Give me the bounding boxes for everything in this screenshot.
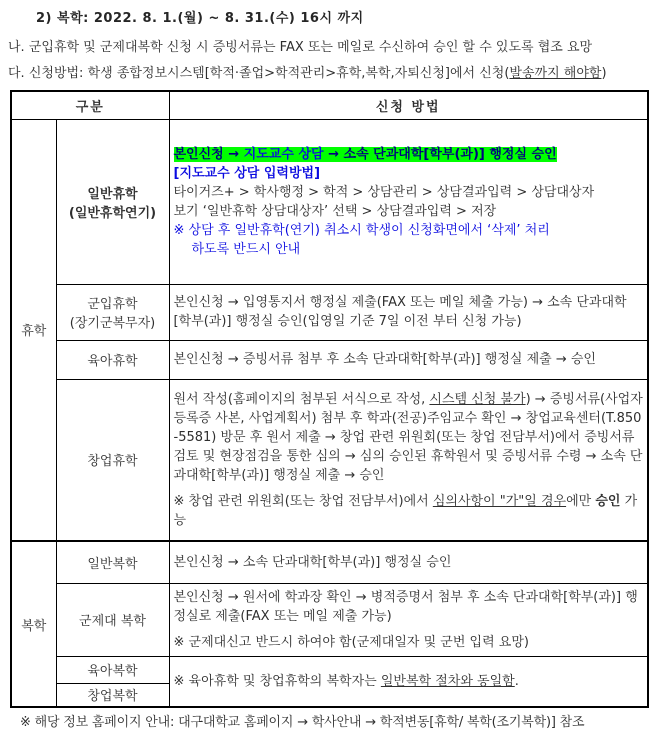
note-fax-mail: 나. 군입휴학 및 군제대복학 신청 시 증빙서류는 FAX 또는 메일로 수신하여 승인 할 수 있도록 협조 요망 <box>8 40 593 55</box>
method-childcare-leave: 본인신청 → 증빙서류 첨부 후 소속 단과대학[학부(과)] 행정실 제출 → 승인 <box>169 340 648 379</box>
label-startup-return: 창업복학 <box>56 683 169 707</box>
shared-return-seg1: ※ 육아휴학 및 창업휴학의 복학자는 <box>173 673 381 689</box>
application-method-table <box>10 90 649 708</box>
note-apply-method-text: 다. 신청방법: 학생 종합정보시스템[학적·졸업>학적관리>휴학,복학,자퇴신청]에서 신청( <box>8 66 510 81</box>
startup-p1-no-system: 시스템 신청 불가 <box>429 391 526 407</box>
general-leave-flow-highlighted <box>174 145 644 164</box>
startup-p2-seg3: 에만 <box>566 493 596 509</box>
header-cell-category: 구분 <box>11 91 169 119</box>
label-general-leave <box>56 119 169 284</box>
startup-leave-note <box>174 492 644 530</box>
cancel-note-line1: ※ 상담 후 일반휴학(연기) 취소시 학생이 신청화면에서 ‘삭제’ 처리 <box>173 222 550 238</box>
startup-p1-seg3: ) → 증빙서류(사업자등록증 사본, 사업계획서) 첨부 후 학과(전공)주임교수 확인 → 창업교육센터(T.850-5581) 방문 후 원서 제출 → 창업 관련 위원회(또는 창업 전담부서)에서 증빙서류 검토 및 현장점검을 통한 심의 → 심의 승인된 휴학원서 및 증빙서류 수령 → 소속 단과대학[학부(과)] 행정실 제출 → 승인 <box>173 391 643 483</box>
counsel-steps-line1: 타이거즈+ > 학사행정 > 학적 > 상담관리 > 상담결과입력 > 상담대상자 <box>173 184 595 200</box>
return-schedule-heading: 2) 복학: 2022. 8. 1.(월) ~ 8. 31.(수) 16시 까지 <box>36 11 364 26</box>
method-startup-leave <box>169 379 648 541</box>
row-childcare-leave <box>11 340 648 379</box>
method-military-return <box>169 583 648 656</box>
method-childcare-startup-return <box>169 656 648 707</box>
method-general-leave <box>169 119 648 284</box>
military-return-note: ※ 군제대신고 반드시 하여야 함(군제대일자 및 군번 입력 요망) <box>173 634 529 650</box>
label-childcare-return: 육아복학 <box>56 656 169 683</box>
label-startup-leave: 창업휴학 <box>56 379 169 541</box>
group-cell-leave: 휴학 <box>11 119 56 541</box>
homepage-reference-note: ※ 해당 정보 홈페이지 안내: 대구대학교 홈페이지 → 학사안내 → 학적변동[휴학/ 복학(조기복학)] 참조 <box>20 715 585 730</box>
label-general-return: 일반복학 <box>56 541 169 583</box>
startup-p2-seg1: ※ 창업 관련 위원회(또는 창업 전담부서)에서 <box>173 493 433 509</box>
label-general-leave-line1: 일반휴학 <box>87 186 138 202</box>
header-cell-method: 신청 방법 <box>169 91 648 119</box>
startup-p1-seg1: 원서 작성(홈페이지의 첨부된 서식으로 작성, <box>173 391 430 407</box>
row-startup-leave <box>11 379 648 541</box>
method-general-return: 본인신청 → 소속 단과대학[학부(과)] 행정실 승인 <box>169 541 648 583</box>
row-military-return <box>11 583 648 656</box>
note-apply-method-underline: 발송까지 해야함 <box>509 66 602 81</box>
shared-return-seg3: . <box>514 673 519 689</box>
counsel-input-method-title: [지도교수 상담 입력방법] <box>173 165 321 181</box>
label-military-leave <box>56 284 169 340</box>
row-childcare-return <box>11 656 648 683</box>
cancel-note-line2: 하도록 반드시 안내 <box>191 241 301 257</box>
row-military-leave <box>11 284 648 340</box>
counsel-steps-line2: 보기 ‘일반휴학 상담대상자’ 선택 > 상담결과입력 > 저장 <box>173 203 497 219</box>
military-return-procedure: 본인신청 → 원서에 학과장 확인 → 병적증명서 첨부 후 소속 단과대학[학부(과)] 행정실로 제출(FAX 또는 메일 제출 가능) <box>173 589 638 624</box>
row-general-return <box>11 541 648 583</box>
label-military-leave-line1: 군입휴학 <box>87 297 138 312</box>
startup-p2-condition: 심의사항이 "가"일 경우 <box>432 493 567 509</box>
startup-p2-approval: 승인 <box>595 493 621 509</box>
method-military-leave: 본인신청 → 입영통지서 행정실 제출(FAX 또는 메일 체출 가능) → 소속 단과대학[학부(과)] 행정실 승인(입영일 기준 7일 이전 부터 신청 가능) <box>169 284 648 340</box>
table-header-row <box>11 91 648 119</box>
label-general-leave-line2: (일반휴학연기) <box>68 205 157 221</box>
group-cell-return: 복학 <box>11 541 56 707</box>
label-military-return: 군제대 복학 <box>56 583 169 656</box>
startup-p2-seg5: 가능 <box>173 493 638 528</box>
startup-leave-procedure <box>174 390 644 485</box>
note-apply-method <box>8 62 607 81</box>
row-general-leave <box>11 119 648 284</box>
label-military-leave-line2: (장기군복무자) <box>69 316 156 331</box>
note-apply-method-close: ) <box>601 66 607 81</box>
flow-seg-advisor-counsel: 지도교수 상담 <box>243 146 324 162</box>
label-childcare-leave: 육아휴학 <box>56 340 169 379</box>
flow-seg-self-apply: 본인신청 → <box>173 146 244 162</box>
flow-seg-office-approval: → 소속 단과대학[학부(과)] 행정실 승인 <box>323 146 557 162</box>
shared-return-same-procedure: 일반복학 절차와 동일함 <box>380 673 515 689</box>
